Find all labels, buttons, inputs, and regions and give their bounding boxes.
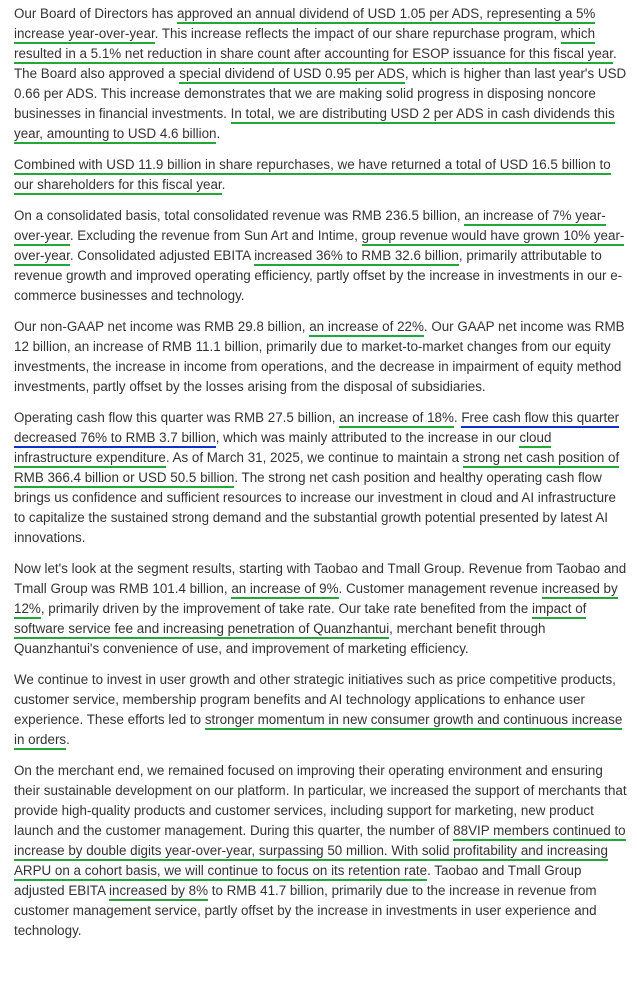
highlighted-phrase-green: cloud infrastructure expenditure — [14, 430, 551, 468]
paragraph-4 — [14, 317, 630, 397]
text-run: Now let's look at the segment results, starting with Taobao and Tmall Group. Revenue from Taobao and Tmall Group was RMB 101.4 billion, — [14, 561, 627, 596]
highlighted-phrase-green: group revenue would have grown 10% year-over-year — [14, 228, 624, 266]
text-run: Our non-GAAP net income was RMB 29.8 billion, — [14, 319, 310, 334]
text-run: . This increase reflects the impact of our share repurchase program, — [154, 26, 561, 41]
highlighted-phrase-green: Combined with USD 11.9 billion in share repurchases, we have returned a total of USD 16.5 billion to our shareholders for this fiscal year — [14, 157, 611, 195]
text-run: . Taobao and Tmall Group adjusted EBITA — [14, 863, 582, 898]
highlighted-phrase-green: an increase of 22% — [309, 319, 424, 337]
text-run: . As of March 31, 2025, we continue to maintain a — [165, 450, 463, 465]
text-run: . The Board also approved a — [14, 46, 617, 81]
text-run: to RMB 41.7 billion, primarily due to the increase in revenue from customer management service, partly offset by the increase in investments in user experience and technology. — [14, 883, 597, 938]
highlighted-phrase-green: which resulted in a 5.1% net reduction in share count after accounting for ESOP issuance for this fiscal year — [14, 26, 613, 64]
text-run: , which was mainly attributed to the increase in our — [215, 430, 520, 445]
text-run: On the merchant end, we remained focused on improving their operating environment and ensuring their sustainable development on our platform. In particular, we increased the support of merchants that provide high-quality products and customer services, including support for marketing, new product launch and the customer management. During this quarter, the number of — [14, 763, 627, 838]
highlighted-phrase-green: an increase of 9% — [231, 581, 338, 599]
text-run: , primarily attributable to revenue growth and improved operating efficiency, partly offset by the increase in investments in our e-commerce businesses and technology. — [14, 248, 623, 303]
highlighted-phrase-green: strong net cash position of RMB 366.4 billion or USD 50.5 billion — [14, 450, 619, 488]
text-run: , primarily driven by the improvement of take rate. Our take rate benefited from the — [40, 601, 533, 616]
text-run: Operating cash flow this quarter was RMB 27.5 billion, — [14, 410, 340, 425]
highlighted-phrase-green: stronger momentum in new consumer growth and continuous increase in orders — [14, 712, 622, 750]
highlighted-phrase-green: impact of software service fee and increasing penetration of Quanzhantui — [14, 601, 586, 639]
text-run: , merchant benefit through Quanzhantui's convenience of use, and improvement of marketing efficiency. — [14, 621, 546, 656]
text-run: . — [66, 732, 70, 747]
highlighted-phrase-green: 88VIP members continued to increase by double digits year-over-year, surpassing 50 million. With solid profitability and increasing ARPU on a cohort basis, we will continue to focus on its retention rate — [14, 823, 626, 881]
highlighted-phrase-green: increased 36% to RMB 32.6 billion — [254, 248, 459, 266]
text-run: . Consolidated adjusted EBITA — [69, 248, 255, 263]
text-run: . — [453, 410, 462, 425]
highlighted-phrase-green: In total, we are distributing USD 2 per ADS in cash dividends this year, amounting to USD 4.6 billion — [14, 106, 615, 144]
paragraph-3 — [14, 206, 630, 306]
paragraph-7 — [14, 670, 630, 750]
highlighted-phrase-green: increased by 12% — [14, 581, 618, 619]
highlighted-phrase-green: special dividend of USD 0.95 per ADS — [179, 66, 405, 84]
text-run: . Customer management revenue — [338, 581, 542, 596]
text-run: . The strong net cash position and healthy operating cash flow brings us confidence and sufficient resources to increase our investment in cloud and AI infrastructure to capitalize the sustained strong demand and the substantial growth potential presented by latest AI innovations. — [14, 470, 616, 545]
paragraph-8 — [14, 761, 630, 941]
text-run: , which is higher than last year's USD 0.66 per ADS. This increase demonstrates that we are making solid progress in disposing noncore businesses in financial investments. — [14, 66, 627, 121]
highlighted-phrase-green: increased by 8% — [109, 883, 208, 901]
paragraph-6 — [14, 559, 630, 659]
text-run: . — [216, 126, 221, 141]
text-run: Our Board of Directors has — [14, 6, 177, 21]
paragraph-1 — [14, 4, 630, 144]
text-run: . Excluding the revenue from Sun Art and Intime, — [69, 228, 362, 243]
paragraph-5 — [14, 408, 630, 548]
highlighted-phrase-blue: Free cash flow this quarter decreased 76% to RMB 3.7 billion — [14, 410, 619, 448]
text-run: We continue to invest in user growth and other strategic initiatives such as price competitive products, customer service, membership program benefits and AI technology applications to enhance user experience. These efforts led to — [14, 672, 616, 727]
text-run: . — [221, 177, 226, 192]
text-run: On a consolidated basis, total consolidated revenue was RMB 236.5 billion, — [14, 208, 465, 223]
highlighted-phrase-green: an increase of 7% year-over-year — [14, 208, 606, 246]
text-run: . Our GAAP net income was RMB 12 billion, an increase of RMB 11.1 billion, primarily due to market-to-market changes from our equity investments, the increase in income from operations, and the decrease in impairment of equity method investments, partly offset by the losses arising from the disposal of subsidiaries. — [14, 319, 625, 394]
paragraph-2 — [14, 155, 630, 195]
highlighted-phrase-green: approved an annual dividend of USD 1.05 per ADS, representing a 5% increase year-over-year — [14, 6, 595, 44]
highlighted-phrase-green: an increase of 18% — [339, 410, 454, 428]
